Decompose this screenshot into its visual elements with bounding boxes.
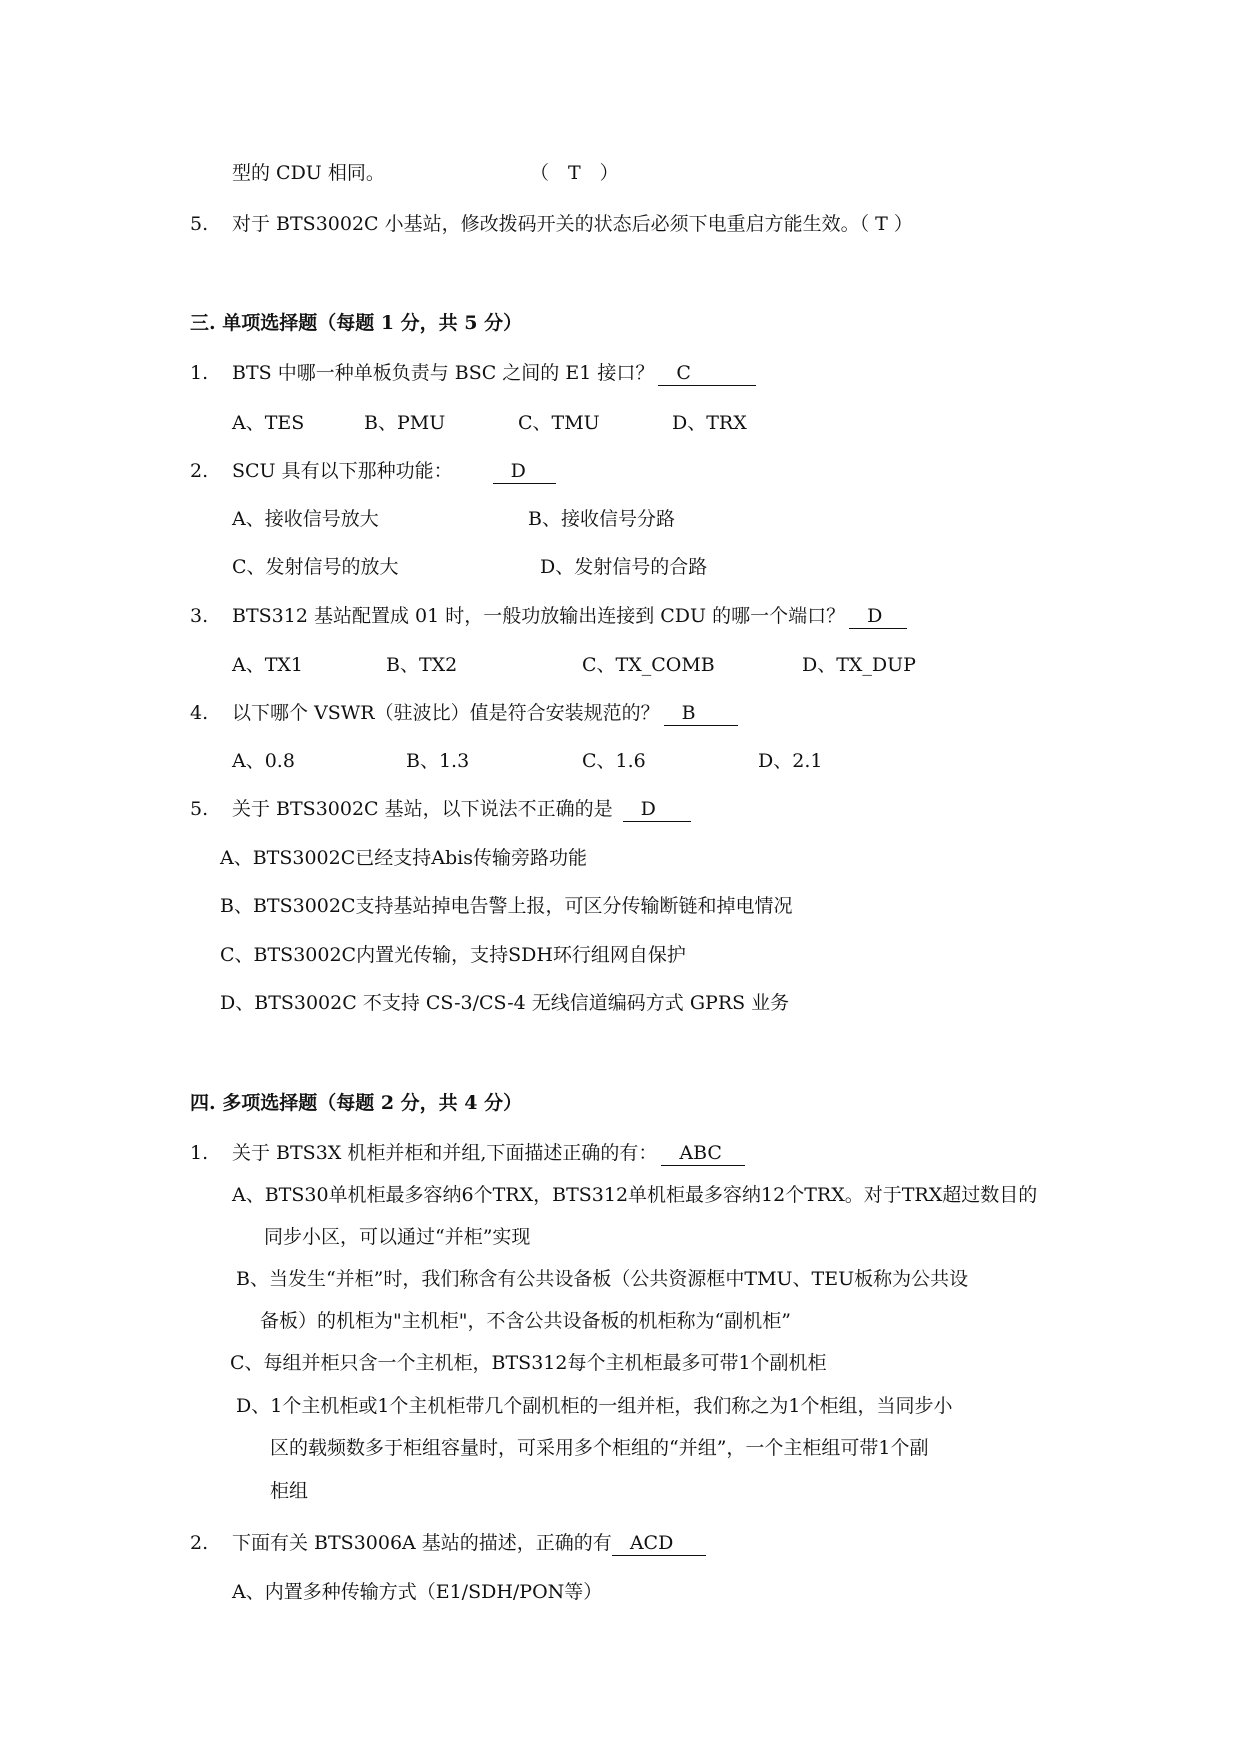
- question-number: 5.: [190, 798, 209, 820]
- question-number: 2.: [190, 1532, 209, 1554]
- option-b-line-1: B、当发生“并柜”时，我们称含有公共设备板（公共资源框中TMU、TEU板称为公共设: [236, 1268, 969, 1290]
- option-c-line-1: C、每组并柜只含一个主机柜，BTS312每个主机柜最多可带1个副机柜: [230, 1352, 827, 1374]
- option-d-line-2: 区的载频数多于柜组容量时，可采用多个柜组的“并组”，一个主柜组可带1个副: [270, 1437, 929, 1459]
- option-a: A、TES: [232, 412, 305, 434]
- answer-blank: ABC: [661, 1141, 745, 1166]
- question-text: 关于 BTS3002C 基站，以下说法不正确的是 D: [232, 796, 691, 822]
- single-q2: [190, 458, 1090, 484]
- option-d: D、发射信号的合路: [540, 556, 708, 578]
- answer-blank: B: [664, 701, 738, 726]
- option-a: A、BTS3002C已经支持Abis传输旁路功能: [220, 847, 587, 869]
- option-d: D、TRX: [672, 412, 747, 434]
- tf-q4-text: 型的 CDU 相同。: [232, 162, 385, 184]
- tf-q4-answer: （ T ）: [530, 162, 619, 184]
- option-c: C、1.6: [582, 750, 646, 772]
- option-d: D、2.1: [758, 750, 823, 772]
- question-text: BTS 中哪一种单板负责与 BSC 之间的 E1 接口？ C: [232, 360, 756, 386]
- option-a: A、接收信号放大: [232, 508, 379, 530]
- option-d-line-3: 柜组: [270, 1480, 309, 1502]
- option-d: D、BTS3002C 不支持 CS-3/CS-4 无线信道编码方式 GPRS 业务: [220, 992, 790, 1014]
- option-c: C、发射信号的放大: [232, 556, 399, 578]
- single-q4: [190, 700, 1090, 726]
- tf-q4-continuation: [232, 160, 619, 186]
- answer-blank: D: [849, 604, 907, 629]
- question-text: 下面有关 BTS3006A 基站的描述，正确的有 ACD: [232, 1530, 706, 1556]
- tf-q5: [190, 211, 1090, 237]
- answer-blank: C: [658, 361, 756, 386]
- option-a: A、TX1: [232, 654, 304, 676]
- option-a-line-2: 同步小区，可以通过“并柜”实现: [264, 1226, 531, 1248]
- option-b: B、TX2: [386, 654, 458, 676]
- single-q1: [190, 360, 1090, 386]
- option-d: D、TX_DUP: [802, 654, 916, 676]
- multi-q2: [190, 1530, 1090, 1556]
- option-b-line-2: 备板）的机柜为"主机柜"，不含公共设备板的机柜称为“副机柜”: [260, 1310, 791, 1332]
- question-text: 以下哪个 VSWR（驻波比）值是符合安装规范的？ B: [232, 700, 738, 726]
- option-b: B、1.3: [406, 750, 470, 772]
- option-a-line-1: A、BTS30单机柜最多容纳6个TRX，BTS312单机柜最多容纳12个TRX。对于TRX超过数目的: [232, 1184, 1038, 1206]
- question-number: 1.: [190, 362, 209, 384]
- option-c: C、BTS3002C内置光传输，支持SDH环行组网自保护: [220, 944, 686, 966]
- option-a: A、0.8: [232, 750, 295, 772]
- option-a-line-1: A、内置多种传输方式（E1/SDH/PON等）: [232, 1581, 603, 1603]
- option-b: B、接收信号分路: [528, 508, 675, 530]
- question-number: 1.: [190, 1142, 209, 1164]
- question-number: 5.: [190, 213, 209, 235]
- section-heading-single-choice: 三. 单项选择题（每题 1 分，共 5 分）: [190, 312, 523, 334]
- question-number: 2.: [190, 460, 209, 482]
- single-q5: [190, 796, 1090, 822]
- question-number: 4.: [190, 702, 209, 724]
- answer-blank: ACD: [612, 1531, 706, 1556]
- option-d-line-1: D、1个主机柜或1个主机柜带几个副机柜的一组并柜，我们称之为1个柜组，当同步小: [236, 1395, 953, 1417]
- single-q3: [190, 603, 1150, 629]
- question-text: SCU 具有以下那种功能： D: [232, 458, 556, 484]
- option-b: B、PMU: [364, 412, 446, 434]
- question-number: 3.: [190, 605, 209, 627]
- option-b: B、BTS3002C支持基站掉电告警上报，可区分传输断链和掉电情况: [220, 895, 793, 917]
- answer-blank: D: [493, 459, 556, 484]
- question-text: 对于 BTS3002C 小基站，修改拨码开关的状态后必须下电重启方能生效。（ T ）: [232, 213, 913, 235]
- option-c: C、TMU: [518, 412, 600, 434]
- multi-q1: [190, 1140, 1090, 1166]
- section-heading-multi-choice: 四. 多项选择题（每题 2 分，共 4 分）: [190, 1092, 523, 1114]
- question-text: 关于 BTS3X 机柜并柜和并组,下面描述正确的有： ABC: [232, 1140, 745, 1166]
- option-c: C、TX_COMB: [582, 654, 715, 676]
- question-text: BTS312 基站配置成 01 时，一般功放输出连接到 CDU 的哪一个端口？ D: [232, 603, 907, 629]
- answer-blank: D: [623, 797, 691, 822]
